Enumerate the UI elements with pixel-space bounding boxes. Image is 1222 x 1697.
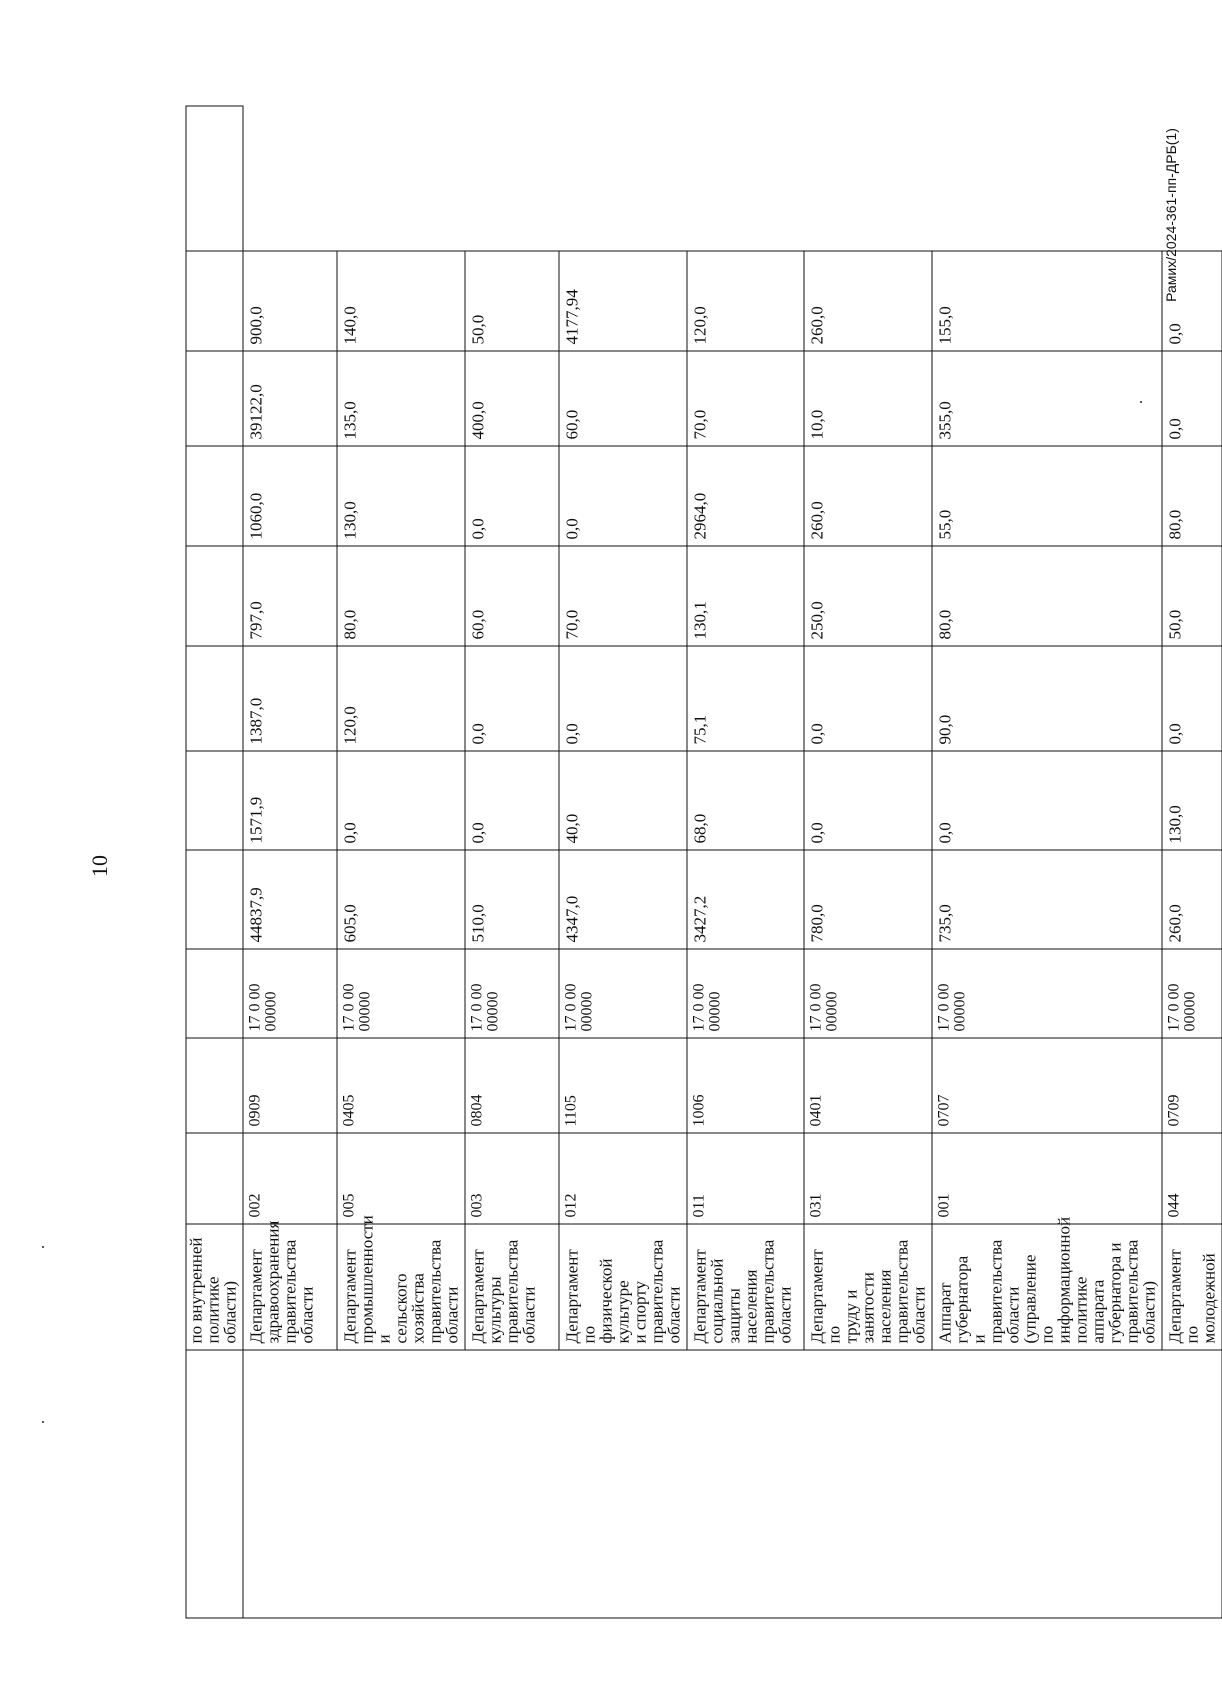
- value-cell: 44837,9: [243, 850, 337, 949]
- value-cell: 130,0: [337, 446, 465, 546]
- scan-speck: [42, 1421, 44, 1423]
- admin-code-cell: 031: [804, 1133, 932, 1224]
- value-cell: 80,0: [932, 546, 1162, 646]
- admin-code-cell: 002: [243, 1133, 337, 1224]
- table-row-continuation: [186, 106, 243, 1618]
- value-cell: 260,0: [804, 446, 932, 546]
- value-cell: 400,0: [465, 351, 559, 446]
- value-cell: 4177,94: [559, 251, 687, 351]
- value-cell: 10,0: [804, 351, 932, 446]
- table-body: [186, 106, 1222, 1618]
- value-cell: 0,0: [465, 751, 559, 850]
- value-cell: 260,0: [804, 251, 932, 351]
- empty-cell: [186, 751, 243, 850]
- admin-code-cell: 044: [1162, 1133, 1222, 1224]
- empty-cell: [186, 949, 243, 1038]
- value-cell: 40,0: [559, 751, 687, 850]
- value-cell: 0,0: [337, 751, 465, 850]
- value-cell: 0,0: [559, 646, 687, 751]
- page-number: 10: [87, 855, 112, 877]
- value-cell: 1060,0: [243, 446, 337, 546]
- value-cell: 130,1: [687, 546, 804, 646]
- section-code-cell: 0401: [804, 1038, 932, 1133]
- department-cell: Департамент культуры правительства области: [465, 1224, 559, 1350]
- section-code-cell: 0707: [932, 1038, 1162, 1133]
- department-cell: Департамент промышленности и сельского хозяйства правительства области: [337, 1224, 465, 1350]
- section-code-cell: 0709: [1162, 1038, 1222, 1133]
- section-code-cell: 1105: [559, 1038, 687, 1133]
- table-row: [243, 106, 337, 1618]
- value-cell: 60,0: [559, 351, 687, 446]
- article-code-cell: 17 0 00 00000: [465, 949, 559, 1038]
- empty-cell: [186, 446, 243, 546]
- value-cell: 155,0: [932, 251, 1162, 351]
- article-code-cell: 17 0 00 00000: [243, 949, 337, 1038]
- article-code-cell: 17 0 00 00000: [337, 949, 465, 1038]
- value-cell: 510,0: [465, 850, 559, 949]
- admin-code-cell: 005: [337, 1133, 465, 1224]
- value-cell: 80,0: [1162, 446, 1222, 546]
- value-cell: 60,0: [465, 546, 559, 646]
- value-cell: 90,0: [932, 646, 1162, 751]
- value-cell: 1387,0: [243, 646, 337, 751]
- value-cell: 0,0: [465, 646, 559, 751]
- value-cell: 39122,0: [243, 351, 337, 446]
- section-code-cell: 1006: [687, 1038, 804, 1133]
- value-cell: 0,0: [932, 751, 1162, 850]
- value-cell: 80,0: [337, 546, 465, 646]
- value-cell: 70,0: [687, 351, 804, 446]
- article-code-cell: 17 0 00 00000: [687, 949, 804, 1038]
- value-cell: 70,0: [559, 546, 687, 646]
- value-cell: 140,0: [337, 251, 465, 351]
- value-cell: 250,0: [804, 546, 932, 646]
- value-cell: 0,0: [559, 446, 687, 546]
- empty-cell: [186, 1350, 243, 1618]
- value-cell: 0,0: [804, 751, 932, 850]
- article-code-cell: 17 0 00 00000: [1162, 949, 1222, 1038]
- value-cell: 355,0: [932, 351, 1162, 446]
- empty-cell: [186, 546, 243, 646]
- document-code: Рамих/2024-361-пп-ДРБ(1): [1163, 128, 1179, 302]
- value-cell: 780,0: [804, 850, 932, 949]
- empty-cell: [186, 351, 243, 446]
- value-cell: 797,0: [243, 546, 337, 646]
- value-cell: 0,0: [465, 446, 559, 546]
- section-code-cell: 0804: [465, 1038, 559, 1133]
- department-cell: Департамент по молодежной: [1162, 1224, 1222, 1350]
- value-cell: 120,0: [687, 251, 804, 351]
- empty-cell: [243, 1350, 1222, 1618]
- budget-table: [185, 105, 1222, 1618]
- empty-cell: [186, 850, 243, 949]
- article-code-cell: 17 0 00 00000: [804, 949, 932, 1038]
- department-cell: Аппарат губернатора и правительства области (управление по информационной политике аппарата губернатора и правительства области): [932, 1224, 1162, 1350]
- empty-cell: [186, 106, 243, 251]
- value-cell: 55,0: [932, 446, 1162, 546]
- value-cell: 605,0: [337, 850, 465, 949]
- empty-cell: [186, 251, 243, 351]
- department-cell: Департамент по физической культуре и спорту правительства области: [559, 1224, 687, 1350]
- value-cell: 4347,0: [559, 850, 687, 949]
- value-cell: 135,0: [337, 351, 465, 446]
- section-code-cell: 0909: [243, 1038, 337, 1133]
- value-cell: 2964,0: [687, 446, 804, 546]
- value-cell: 130,0: [1162, 751, 1222, 850]
- department-cell: Департамент здравоохранения правительства области: [243, 1224, 337, 1350]
- value-cell: 900,0: [243, 251, 337, 351]
- admin-code-cell: 003: [465, 1133, 559, 1224]
- admin-code-cell: 011: [687, 1133, 804, 1224]
- value-cell: 50,0: [465, 251, 559, 351]
- admin-code-cell: 001: [932, 1133, 1162, 1224]
- value-cell: 0,0: [1162, 646, 1222, 751]
- value-cell: 1571,9: [243, 751, 337, 850]
- department-cell: Департамент социальной защиты населения правительства области: [687, 1224, 804, 1350]
- value-cell: 68,0: [687, 751, 804, 850]
- department-cell: Департамент по труду и занятости населения правительства области: [804, 1224, 932, 1350]
- section-code-cell: 0405: [337, 1038, 465, 1133]
- value-cell: 0,0: [804, 646, 932, 751]
- article-code-cell: 17 0 00 00000: [932, 949, 1162, 1038]
- article-code-cell: 17 0 00 00000: [559, 949, 687, 1038]
- value-cell: 0,0: [1162, 251, 1222, 351]
- value-cell: 120,0: [337, 646, 465, 751]
- department-cell: по внутренней политике области): [186, 1224, 243, 1350]
- empty-cell: [186, 1133, 243, 1224]
- value-cell: 3427,2: [687, 850, 804, 949]
- value-cell: 0,0: [1162, 351, 1222, 446]
- admin-code-cell: 012: [559, 1133, 687, 1224]
- value-cell: 50,0: [1162, 546, 1222, 646]
- value-cell: 260,0: [1162, 850, 1222, 949]
- scan-speck: [42, 1246, 44, 1248]
- value-cell: 735,0: [932, 850, 1162, 949]
- empty-cell: [186, 1038, 243, 1133]
- empty-cell: [186, 646, 243, 751]
- value-cell: 75,1: [687, 646, 804, 751]
